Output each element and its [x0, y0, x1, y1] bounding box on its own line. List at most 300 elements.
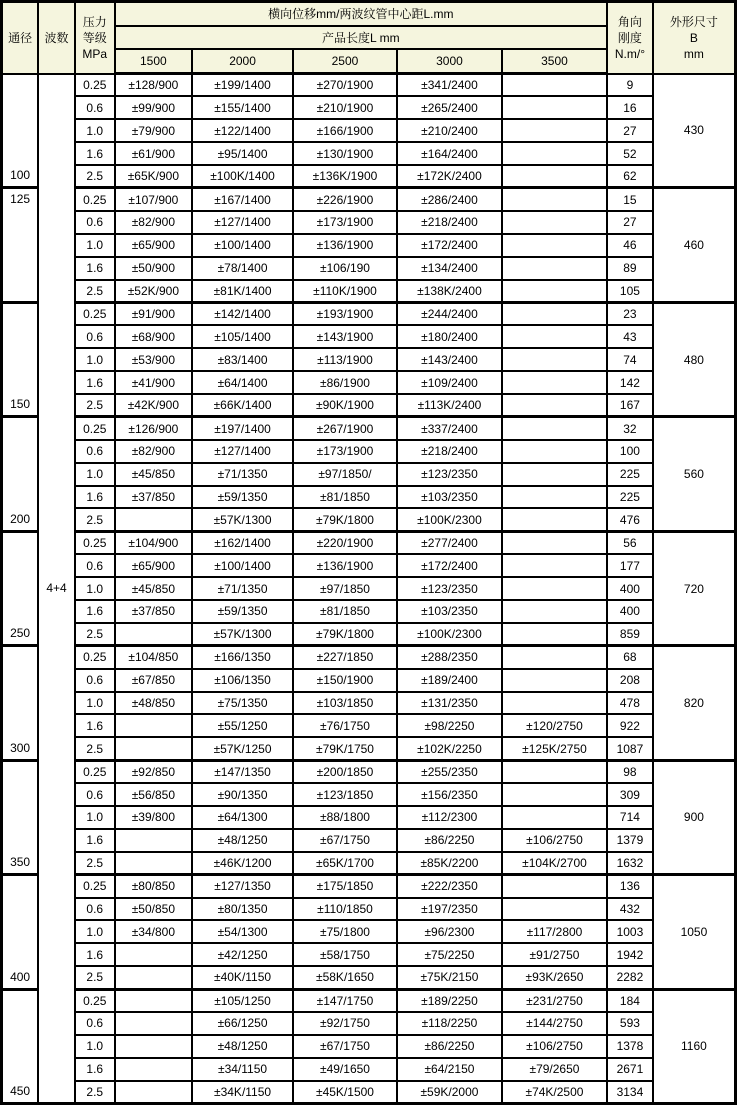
- displacement-cell: ±79/2650: [502, 1058, 607, 1081]
- displacement-cell: [502, 760, 607, 783]
- pressure-cell: 1.6: [75, 943, 115, 966]
- displacement-cell: [115, 829, 192, 852]
- stiffness-cell: 98: [607, 760, 653, 783]
- displacement-cell: ±65/900: [115, 234, 192, 257]
- displacement-cell: ±76/1750: [293, 714, 397, 737]
- diameter-cell: 150: [2, 302, 39, 416]
- stiffness-cell: 2671: [607, 1058, 653, 1081]
- displacement-cell: ±45/850: [115, 463, 192, 486]
- displacement-cell: ±56/850: [115, 783, 192, 806]
- displacement-cell: ±100K/2300: [397, 508, 502, 531]
- table-row: [2, 577, 736, 600]
- displacement-cell: ±122/1400: [192, 119, 293, 142]
- table-row: [2, 692, 736, 715]
- table-row: [2, 989, 736, 1012]
- displacement-cell: [502, 257, 607, 280]
- stiffness-cell: 32: [607, 417, 653, 440]
- displacement-cell: ±96/2300: [397, 920, 502, 943]
- table-row: [2, 74, 736, 97]
- displacement-cell: ±127/1400: [192, 440, 293, 463]
- displacement-cell: ±100K/1400: [192, 165, 293, 188]
- table-row: [2, 440, 736, 463]
- displacement-cell: ±106/190: [293, 257, 397, 280]
- displacement-cell: ±110/1850: [293, 898, 397, 921]
- diameter-cell: 350: [2, 760, 39, 874]
- displacement-cell: ±39/800: [115, 806, 192, 829]
- table-row: [2, 257, 736, 280]
- pressure-cell: 1.6: [75, 829, 115, 852]
- displacement-cell: ±34/800: [115, 920, 192, 943]
- displacement-cell: ±107/900: [115, 188, 192, 211]
- displacement-cell: [115, 989, 192, 1012]
- displacement-cell: ±66K/1400: [192, 394, 293, 417]
- displacement-cell: ±49/1650: [293, 1058, 397, 1081]
- displacement-cell: ±48/850: [115, 692, 192, 715]
- displacement-cell: ±104/900: [115, 531, 192, 554]
- displacement-cell: ±172K/2400: [397, 165, 502, 188]
- stiffness-cell: 46: [607, 234, 653, 257]
- stiffness-cell: 208: [607, 669, 653, 692]
- stiffness-cell: 1632: [607, 852, 653, 875]
- stiffness-cell: 27: [607, 211, 653, 234]
- displacement-cell: ±79K/1800: [293, 623, 397, 646]
- displacement-cell: ±79K/1800: [293, 508, 397, 531]
- displacement-cell: ±127/1350: [192, 875, 293, 898]
- pressure-cell: 0.25: [75, 875, 115, 898]
- pressure-cell: 1.6: [75, 714, 115, 737]
- displacement-cell: [502, 806, 607, 829]
- displacement-cell: ±99/900: [115, 96, 192, 119]
- displacement-cell: ±210/1900: [293, 96, 397, 119]
- table-row: [2, 348, 736, 371]
- header-pressure-line: MPa: [82, 46, 108, 61]
- displacement-cell: ±244/2400: [397, 302, 502, 325]
- table-row: [2, 211, 736, 234]
- displacement-cell: [502, 96, 607, 119]
- stiffness-cell: 167: [607, 394, 653, 417]
- table-row: [2, 920, 736, 943]
- pressure-cell: 0.6: [75, 669, 115, 692]
- table-header: [2, 2, 736, 74]
- pressure-cell: 2.5: [75, 165, 115, 188]
- stiffness-cell: 52: [607, 142, 653, 165]
- displacement-cell: [502, 646, 607, 669]
- stiffness-cell: 74: [607, 348, 653, 371]
- header-stiffness-line: 刚度: [617, 30, 642, 45]
- displacement-cell: ±193/1900: [293, 302, 397, 325]
- header-dimension-line: 外形尺寸: [669, 14, 718, 29]
- pressure-cell: 1.0: [75, 692, 115, 715]
- displacement-cell: [115, 966, 192, 989]
- displacement-cell: ±136K/1900: [293, 165, 397, 188]
- displacement-cell: ±86/2250: [397, 1035, 502, 1058]
- displacement-cell: ±109/2400: [397, 371, 502, 394]
- stiffness-cell: 89: [607, 257, 653, 280]
- table-row: [2, 760, 736, 783]
- stiffness-cell: 225: [607, 463, 653, 486]
- displacement-cell: ±166/1350: [192, 646, 293, 669]
- table-row: [2, 188, 736, 211]
- displacement-cell: ±92/850: [115, 760, 192, 783]
- displacement-cell: [502, 302, 607, 325]
- displacement-cell: ±37/850: [115, 486, 192, 509]
- pressure-cell: 2.5: [75, 966, 115, 989]
- displacement-cell: ±59K/2000: [397, 1081, 502, 1104]
- dimension-cell: 560: [653, 417, 736, 531]
- dimension-cell: 460: [653, 188, 736, 302]
- table-row: [2, 898, 736, 921]
- displacement-cell: ±42K/900: [115, 394, 192, 417]
- displacement-cell: [502, 875, 607, 898]
- stiffness-cell: 1379: [607, 829, 653, 852]
- header-pressure: [75, 2, 115, 74]
- displacement-cell: ±54/1300: [192, 920, 293, 943]
- displacement-cell: [502, 394, 607, 417]
- stiffness-cell: 225: [607, 486, 653, 509]
- displacement-cell: ±167/1400: [192, 188, 293, 211]
- displacement-cell: ±106/2750: [502, 829, 607, 852]
- displacement-cell: [502, 577, 607, 600]
- displacement-cell: ±37/850: [115, 600, 192, 623]
- table-row: [2, 142, 736, 165]
- displacement-cell: ±71/1350: [192, 577, 293, 600]
- displacement-cell: ±61/900: [115, 142, 192, 165]
- displacement-cell: ±227/1850: [293, 646, 397, 669]
- table-row: [2, 1035, 736, 1058]
- pressure-cell: 1.0: [75, 920, 115, 943]
- table-row: [2, 554, 736, 577]
- stiffness-cell: 478: [607, 692, 653, 715]
- displacement-cell: ±113/1900: [293, 348, 397, 371]
- displacement-cell: ±91/900: [115, 302, 192, 325]
- displacement-cell: ±143/2400: [397, 348, 502, 371]
- pressure-cell: 0.6: [75, 440, 115, 463]
- displacement-cell: [502, 348, 607, 371]
- displacement-cell: ±90K/1900: [293, 394, 397, 417]
- displacement-cell: ±218/2400: [397, 440, 502, 463]
- displacement-cell: ±82/900: [115, 211, 192, 234]
- displacement-cell: ±75/1800: [293, 920, 397, 943]
- diameter-cell: 300: [2, 646, 39, 760]
- displacement-cell: ±58K/1650: [293, 966, 397, 989]
- displacement-cell: ±110K/1900: [293, 280, 397, 303]
- displacement-cell: ±144/2750: [502, 1012, 607, 1035]
- displacement-cell: ±45/850: [115, 577, 192, 600]
- displacement-cell: ±59/1350: [192, 486, 293, 509]
- table-row: [2, 1058, 736, 1081]
- diameter-cell: 100: [2, 74, 39, 188]
- stiffness-cell: 1942: [607, 943, 653, 966]
- stiffness-cell: 1378: [607, 1035, 653, 1058]
- stiffness-cell: 43: [607, 325, 653, 348]
- displacement-cell: [502, 325, 607, 348]
- displacement-cell: [115, 1012, 192, 1035]
- header-product-length: 产品长度L mm: [115, 26, 607, 49]
- displacement-cell: [115, 1058, 192, 1081]
- displacement-cell: [502, 371, 607, 394]
- pressure-cell: 0.25: [75, 417, 115, 440]
- displacement-cell: ±74K/2500: [502, 1081, 607, 1104]
- diameter-cell: 450: [2, 989, 39, 1103]
- displacement-cell: ±100/1400: [192, 554, 293, 577]
- displacement-cell: [115, 623, 192, 646]
- displacement-cell: ±218/2400: [397, 211, 502, 234]
- dimension-cell: 430: [653, 74, 736, 188]
- pressure-cell: 1.6: [75, 142, 115, 165]
- displacement-cell: ±91/2750: [502, 943, 607, 966]
- displacement-cell: [502, 554, 607, 577]
- table-row: [2, 669, 736, 692]
- stiffness-cell: 922: [607, 714, 653, 737]
- pressure-cell: 0.25: [75, 989, 115, 1012]
- pressure-cell: 0.25: [75, 188, 115, 211]
- table-row: [2, 96, 736, 119]
- displacement-cell: [115, 714, 192, 737]
- displacement-cell: ±112/2300: [397, 806, 502, 829]
- displacement-cell: [502, 486, 607, 509]
- table-row: [2, 394, 736, 417]
- displacement-cell: [115, 508, 192, 531]
- dimension-cell: 900: [653, 760, 736, 874]
- pressure-cell: 0.6: [75, 898, 115, 921]
- table-row: [2, 966, 736, 989]
- stiffness-cell: 142: [607, 371, 653, 394]
- displacement-cell: ±200/1850: [293, 760, 397, 783]
- table-row: [2, 646, 736, 669]
- displacement-cell: ±172/2400: [397, 234, 502, 257]
- table-row: [2, 325, 736, 348]
- displacement-cell: ±34K/1150: [192, 1081, 293, 1104]
- stiffness-cell: 62: [607, 165, 653, 188]
- pressure-cell: 1.6: [75, 1058, 115, 1081]
- displacement-cell: ±81/1850: [293, 600, 397, 623]
- displacement-cell: ±104/850: [115, 646, 192, 669]
- displacement-cell: ±95/1400: [192, 142, 293, 165]
- pressure-cell: 0.6: [75, 554, 115, 577]
- header-length-2000: 2000: [192, 49, 293, 74]
- displacement-cell: ±189/2400: [397, 669, 502, 692]
- displacement-cell: ±97/1850/: [293, 463, 397, 486]
- header-stiffness-line: 角向: [617, 14, 642, 29]
- pressure-cell: 1.0: [75, 119, 115, 142]
- displacement-cell: ±48/1250: [192, 1035, 293, 1058]
- displacement-cell: ±270/1900: [293, 74, 397, 97]
- header-pressure-line: 等级: [82, 30, 107, 45]
- pressure-cell: 0.25: [75, 74, 115, 97]
- header-dimension-line: mm: [683, 46, 704, 61]
- stiffness-cell: 105: [607, 280, 653, 303]
- header-stiffness-line: N.m/°: [614, 46, 645, 61]
- displacement-cell: [502, 783, 607, 806]
- header-diameter: 通径: [2, 2, 39, 74]
- displacement-cell: [115, 1035, 192, 1058]
- displacement-cell: ±80/1350: [192, 898, 293, 921]
- stiffness-cell: 15: [607, 188, 653, 211]
- displacement-cell: ±75/2250: [397, 943, 502, 966]
- stiffness-cell: 68: [607, 646, 653, 669]
- pressure-cell: 1.6: [75, 371, 115, 394]
- displacement-cell: ±156/2350: [397, 783, 502, 806]
- displacement-cell: ±67/850: [115, 669, 192, 692]
- table-row: [2, 302, 736, 325]
- stiffness-cell: 9: [607, 74, 653, 97]
- table-row: [2, 371, 736, 394]
- pressure-cell: 0.25: [75, 531, 115, 554]
- displacement-cell: [502, 142, 607, 165]
- displacement-cell: ±64/1300: [192, 806, 293, 829]
- displacement-cell: ±147/1350: [192, 760, 293, 783]
- stiffness-cell: 177: [607, 554, 653, 577]
- displacement-cell: ±65K/900: [115, 165, 192, 188]
- displacement-cell: [502, 234, 607, 257]
- displacement-cell: ±341/2400: [397, 74, 502, 97]
- stiffness-cell: 23: [607, 302, 653, 325]
- table-body: [2, 74, 736, 1104]
- pressure-cell: 2.5: [75, 280, 115, 303]
- stiffness-cell: 136: [607, 875, 653, 898]
- table-row: [2, 165, 736, 188]
- pressure-cell: 1.0: [75, 348, 115, 371]
- displacement-cell: ±106/2750: [502, 1035, 607, 1058]
- stiffness-cell: 3134: [607, 1081, 653, 1104]
- pressure-cell: 0.6: [75, 211, 115, 234]
- displacement-cell: ±79/900: [115, 119, 192, 142]
- displacement-cell: [502, 531, 607, 554]
- displacement-cell: ±277/2400: [397, 531, 502, 554]
- diameter-cell: 125: [2, 188, 39, 302]
- table-row: [2, 1012, 736, 1035]
- displacement-cell: ±81/1850: [293, 486, 397, 509]
- pressure-cell: 1.6: [75, 486, 115, 509]
- displacement-cell: ±64/2150: [397, 1058, 502, 1081]
- displacement-cell: [502, 692, 607, 715]
- displacement-cell: ±55/1250: [192, 714, 293, 737]
- displacement-cell: ±123/2350: [397, 463, 502, 486]
- table-row: [2, 783, 736, 806]
- header-pressure-line: 压力: [82, 14, 107, 29]
- displacement-cell: ±175/1850: [293, 875, 397, 898]
- header-lateral-displacement-title: 横向位移mm/两波纹管中心距L.mm: [115, 2, 607, 26]
- displacement-cell: ±98/2250: [397, 714, 502, 737]
- displacement-cell: ±173/1900: [293, 211, 397, 234]
- displacement-cell: [502, 440, 607, 463]
- displacement-cell: [115, 737, 192, 760]
- pressure-cell: 1.0: [75, 463, 115, 486]
- header-length-2500: 2500: [293, 49, 397, 74]
- displacement-cell: ±189/2250: [397, 989, 502, 1012]
- table-row: [2, 463, 736, 486]
- pressure-cell: 1.6: [75, 257, 115, 280]
- displacement-cell: ±48/1250: [192, 829, 293, 852]
- displacement-cell: ±83/1400: [192, 348, 293, 371]
- displacement-cell: ±142/1400: [192, 302, 293, 325]
- displacement-cell: [502, 188, 607, 211]
- displacement-cell: ±199/1400: [192, 74, 293, 97]
- displacement-cell: ±172/2400: [397, 554, 502, 577]
- displacement-cell: [502, 74, 607, 97]
- displacement-cell: [502, 898, 607, 921]
- displacement-cell: ±155/1400: [192, 96, 293, 119]
- table-row: [2, 119, 736, 142]
- dimension-cell: 1160: [653, 989, 736, 1103]
- displacement-cell: ±220/1900: [293, 531, 397, 554]
- displacement-cell: ±143/1900: [293, 325, 397, 348]
- dimension-cell: 820: [653, 646, 736, 760]
- displacement-cell: ±131/2350: [397, 692, 502, 715]
- displacement-cell: ±105/1400: [192, 325, 293, 348]
- displacement-cell: ±267/1900: [293, 417, 397, 440]
- header-row-1: [2, 2, 736, 26]
- displacement-cell: ±255/2350: [397, 760, 502, 783]
- displacement-cell: ±66/1250: [192, 1012, 293, 1035]
- pressure-cell: 2.5: [75, 394, 115, 417]
- displacement-cell: [502, 280, 607, 303]
- stiffness-cell: 1003: [607, 920, 653, 943]
- displacement-cell: ±123/1850: [293, 783, 397, 806]
- header-outer-dimension: [653, 2, 736, 74]
- table-row: [2, 600, 736, 623]
- diameter-cell: 250: [2, 531, 39, 645]
- displacement-cell: ±53/900: [115, 348, 192, 371]
- table-row: [2, 875, 736, 898]
- displacement-cell: ±50/900: [115, 257, 192, 280]
- displacement-cell: ±90/1350: [192, 783, 293, 806]
- table-row: [2, 714, 736, 737]
- header-waves: 波数: [38, 2, 75, 74]
- displacement-cell: ±126/900: [115, 417, 192, 440]
- displacement-cell: ±93K/2650: [502, 966, 607, 989]
- pressure-cell: 2.5: [75, 508, 115, 531]
- displacement-cell: ±52K/900: [115, 280, 192, 303]
- displacement-cell: ±71/1350: [192, 463, 293, 486]
- displacement-cell: ±65/900: [115, 554, 192, 577]
- table-row: [2, 623, 736, 646]
- displacement-cell: ±34/1150: [192, 1058, 293, 1081]
- displacement-cell: ±75K/2150: [397, 966, 502, 989]
- displacement-cell: ±103/2350: [397, 600, 502, 623]
- header-length-1500: 1500: [115, 49, 192, 74]
- displacement-cell: ±197/1400: [192, 417, 293, 440]
- pressure-cell: 0.6: [75, 325, 115, 348]
- displacement-cell: ±81K/1400: [192, 280, 293, 303]
- displacement-cell: ±50/850: [115, 898, 192, 921]
- dimension-cell: 480: [653, 302, 736, 416]
- displacement-cell: [502, 417, 607, 440]
- displacement-cell: ±97/1850: [293, 577, 397, 600]
- displacement-cell: ±45K/1500: [293, 1081, 397, 1104]
- table-row: [2, 806, 736, 829]
- displacement-cell: ±130/1900: [293, 142, 397, 165]
- displacement-cell: ±78/1400: [192, 257, 293, 280]
- displacement-cell: ±59/1350: [192, 600, 293, 623]
- displacement-cell: ±103/1850: [293, 692, 397, 715]
- displacement-cell: ±40K/1150: [192, 966, 293, 989]
- displacement-cell: ±92/1750: [293, 1012, 397, 1035]
- table-row: [2, 852, 736, 875]
- displacement-cell: [502, 165, 607, 188]
- displacement-cell: [502, 669, 607, 692]
- stiffness-cell: 27: [607, 119, 653, 142]
- displacement-cell: ±65K/1700: [293, 852, 397, 875]
- displacement-cell: ±79K/1750: [293, 737, 397, 760]
- pressure-cell: 0.25: [75, 302, 115, 325]
- displacement-cell: ±103/2350: [397, 486, 502, 509]
- displacement-cell: ±231/2750: [502, 989, 607, 1012]
- displacement-cell: ±58/1750: [293, 943, 397, 966]
- pressure-cell: 1.0: [75, 234, 115, 257]
- displacement-cell: ±265/2400: [397, 96, 502, 119]
- displacement-cell: ±147/1750: [293, 989, 397, 1012]
